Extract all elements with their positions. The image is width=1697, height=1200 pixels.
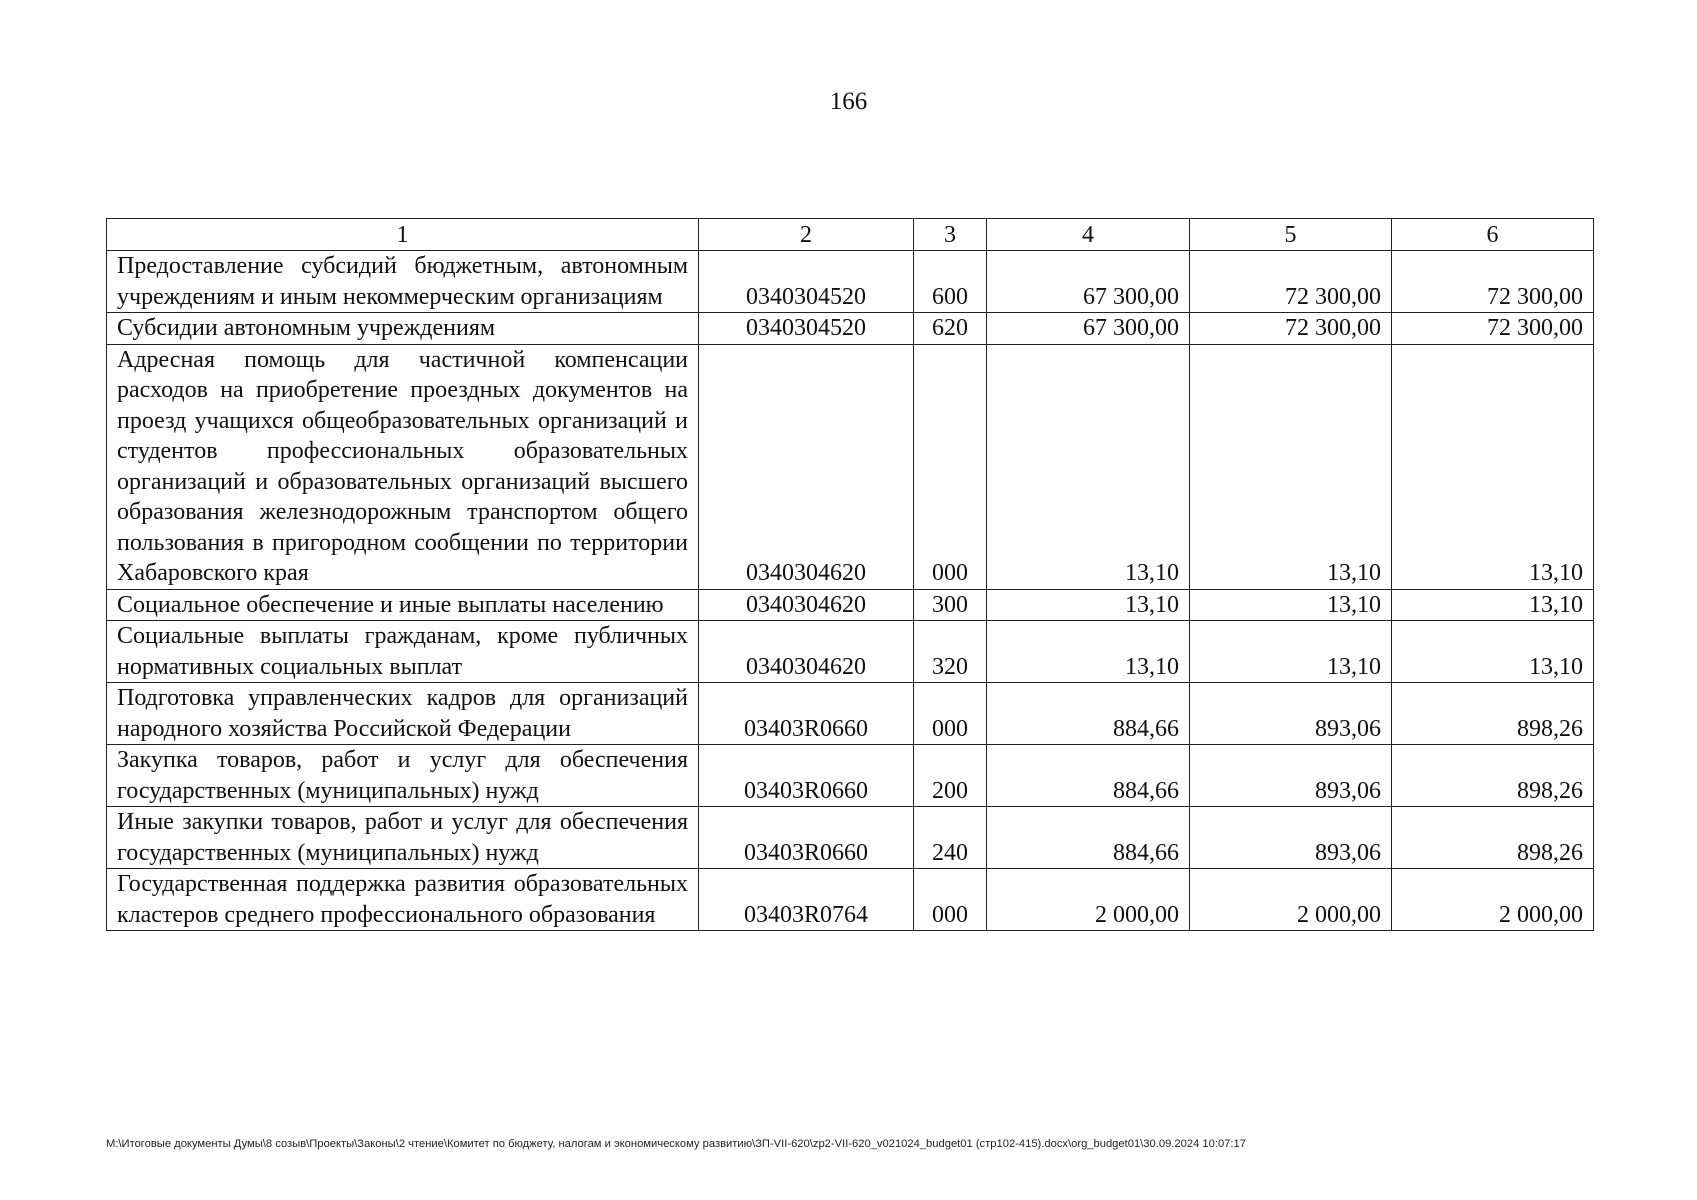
- column-header: 3: [914, 219, 987, 251]
- row-target-code: 03403R0660: [699, 683, 914, 745]
- column-header: 2: [699, 219, 914, 251]
- column-header: 5: [1190, 219, 1392, 251]
- row-value-6: 2 000,00: [1392, 869, 1594, 931]
- row-expense-type: 240: [914, 807, 987, 869]
- row-value-5: 893,06: [1190, 683, 1392, 745]
- page-number: 166: [829, 88, 868, 115]
- column-header: 6: [1392, 219, 1594, 251]
- row-value-6: 898,26: [1392, 745, 1594, 807]
- row-target-code: 03403R0660: [699, 745, 914, 807]
- row-value-4: 13,10: [987, 621, 1190, 683]
- row-name: Социальные выплаты гражданам, кроме публичных нормативных социальных выплат: [107, 621, 699, 683]
- row-value-4: 884,66: [987, 745, 1190, 807]
- table-row: [107, 745, 1594, 807]
- row-target-code: 0340304620: [699, 621, 914, 683]
- row-value-5: 72 300,00: [1190, 251, 1392, 313]
- table-row: [107, 621, 1594, 683]
- row-expense-type: 300: [914, 589, 987, 621]
- row-expense-type: 000: [914, 683, 987, 745]
- row-name: Предоставление субсидий бюджетным, автономным учреждениям и иным некоммерческим организациям: [107, 251, 699, 313]
- row-value-6: 13,10: [1392, 621, 1594, 683]
- row-expense-type: 620: [914, 313, 987, 345]
- row-value-5: 13,10: [1190, 589, 1392, 621]
- row-name: Субсидии автономным учреждениям: [107, 313, 699, 345]
- row-value-6: 13,10: [1392, 344, 1594, 589]
- row-name: Государственная поддержка развития образовательных кластеров среднего профессионального образования: [107, 869, 699, 931]
- row-value-4: 13,10: [987, 344, 1190, 589]
- row-name: Социальное обеспечение и иные выплаты населению: [107, 589, 699, 621]
- table-row: [107, 589, 1594, 621]
- row-target-code: 0340304620: [699, 589, 914, 621]
- table-row: [107, 344, 1594, 589]
- row-expense-type: 200: [914, 745, 987, 807]
- column-header: 1: [107, 219, 699, 251]
- row-value-5: 13,10: [1190, 621, 1392, 683]
- table-header: [107, 219, 1594, 251]
- table-row: [107, 683, 1594, 745]
- row-value-6: 898,26: [1392, 683, 1594, 745]
- row-value-6: 13,10: [1392, 589, 1594, 621]
- row-value-5: 2 000,00: [1190, 869, 1392, 931]
- row-value-6: 72 300,00: [1392, 251, 1594, 313]
- table-row: [107, 313, 1594, 345]
- row-value-5: 893,06: [1190, 745, 1392, 807]
- table-row: [107, 251, 1594, 313]
- row-name: Подготовка управленческих кадров для организаций народного хозяйства Российской Федерации: [107, 683, 699, 745]
- row-name: Адресная помощь для частичной компенсации расходов на приобретение проездных документов на проезд учащихся общеобразовательных организаций и студентов профессиональных образовательных организаций и образовательных организаций высшего образования железнодорожным транспортом общего пользования в пригородном сообщении по территории Хабаровского края: [107, 344, 699, 589]
- row-value-6: 898,26: [1392, 807, 1594, 869]
- row-value-5: 893,06: [1190, 807, 1392, 869]
- row-value-4: 67 300,00: [987, 251, 1190, 313]
- table-row: [107, 807, 1594, 869]
- row-value-5: 13,10: [1190, 344, 1392, 589]
- row-value-5: 72 300,00: [1190, 313, 1392, 345]
- header-row: [107, 219, 1594, 251]
- row-target-code: 03403R0764: [699, 869, 914, 931]
- row-expense-type: 320: [914, 621, 987, 683]
- row-expense-type: 600: [914, 251, 987, 313]
- file-path-footer: M:\Итоговые документы Думы\8 созыв\Проекты\Законы\2 чтение\Комитет по бюджету, налогам и экономическому развитию\ЗП-VII-620\zp2-VII-620_v021024_budget01 (стр102-415).docx\org_budget01\30.09.2024 10:07:17: [106, 1138, 1246, 1150]
- row-value-4: 884,66: [987, 683, 1190, 745]
- table-body: [107, 251, 1594, 931]
- row-target-code: 0340304520: [699, 251, 914, 313]
- row-value-4: 13,10: [987, 589, 1190, 621]
- row-target-code: 03403R0660: [699, 807, 914, 869]
- row-value-4: 67 300,00: [987, 313, 1190, 345]
- row-expense-type: 000: [914, 344, 987, 589]
- column-header: 4: [987, 219, 1190, 251]
- row-name: Закупка товаров, работ и услуг для обеспечения государственных (муниципальных) нужд: [107, 745, 699, 807]
- row-value-4: 2 000,00: [987, 869, 1190, 931]
- budget-table: [106, 218, 1594, 931]
- row-target-code: 0340304620: [699, 344, 914, 589]
- row-name: Иные закупки товаров, работ и услуг для обеспечения государственных (муниципальных) нужд: [107, 807, 699, 869]
- row-expense-type: 000: [914, 869, 987, 931]
- row-value-4: 884,66: [987, 807, 1190, 869]
- row-target-code: 0340304520: [699, 313, 914, 345]
- row-value-6: 72 300,00: [1392, 313, 1594, 345]
- table-row: [107, 869, 1594, 931]
